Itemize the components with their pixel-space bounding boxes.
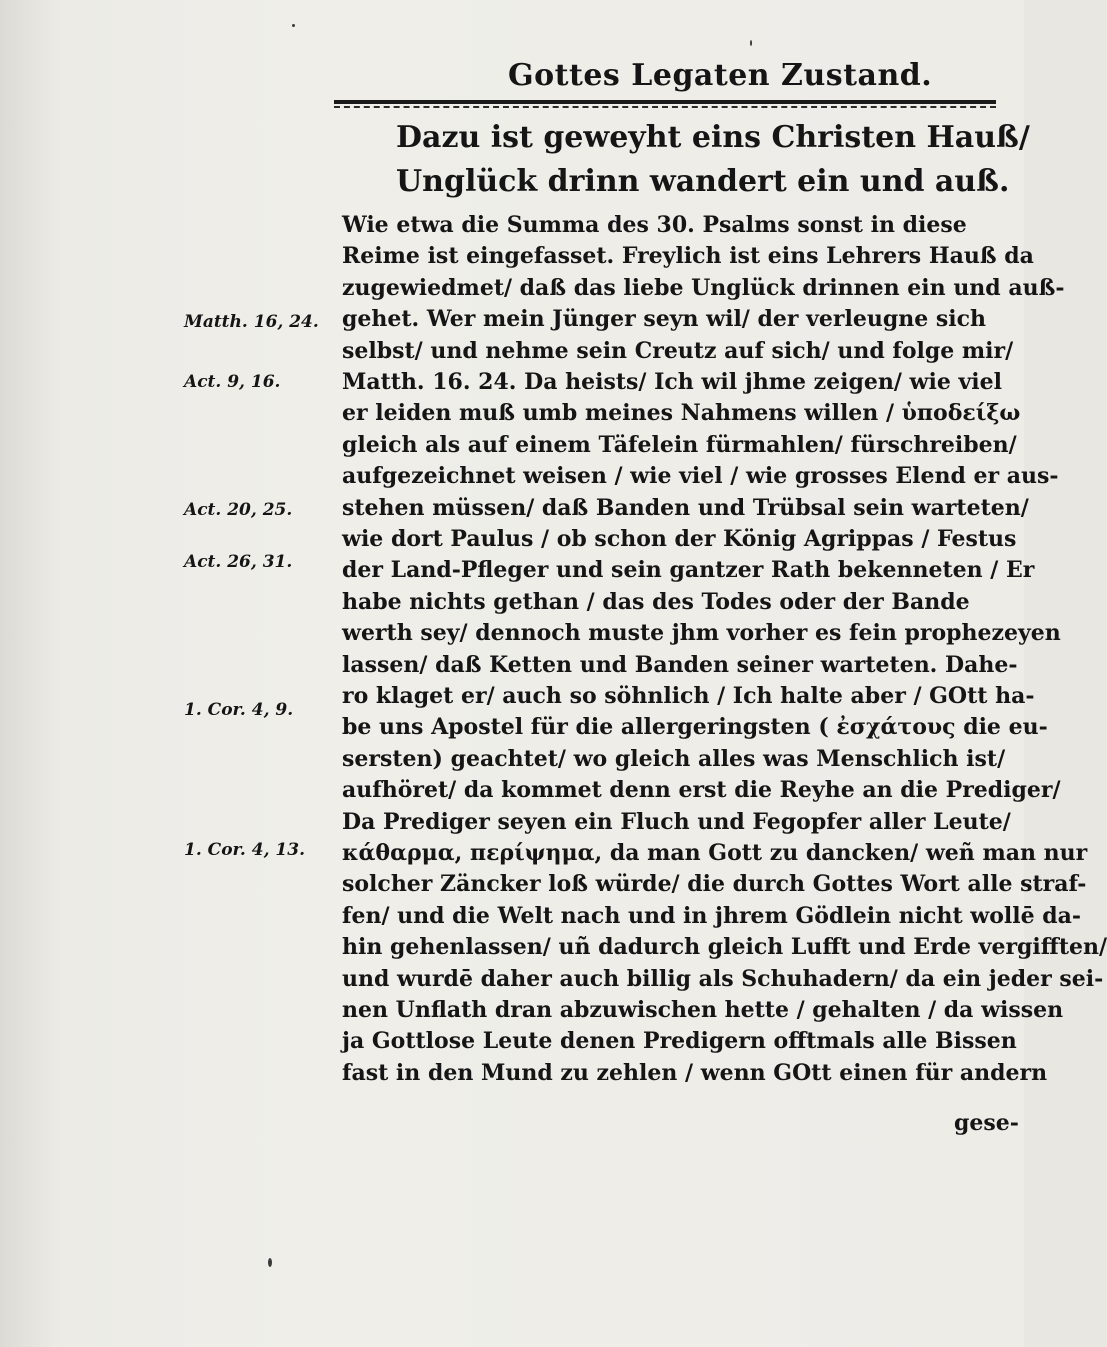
body-line: gleich als auf einem Täfelein fürmahlen/ fürschreiben/ — [342, 431, 1017, 458]
body-line: κάθαρμα, περίψημα, da man Gott zu dancken/ weñ man nur — [342, 840, 1088, 866]
margin-note-1: Matth. 16, 24. — [184, 312, 319, 332]
ink-speck — [292, 24, 295, 27]
body-line: solcher Zäncker loß würde/ die durch Gottes Wort alle straf- — [342, 871, 1087, 898]
body-line: selbst/ und nehme sein Creutz auf sich/ und folge mir/ — [342, 337, 1014, 364]
ink-speck — [268, 1258, 272, 1267]
body-line: werth sey/ dennoch muste jhm vorher es fein prophezeyen — [342, 620, 1061, 647]
body-line: gehet. Wer mein Jünger seyn wil/ der verleugne sich — [342, 306, 987, 333]
body-line: und wurdē daher auch billig als Schuhadern/ da ein jeder sei- — [342, 965, 1104, 992]
body-line: er leiden muß umb meines Nahmens willen / ὑποδείξω — [342, 400, 1021, 427]
margin-note-6: 1. Cor. 4, 13. — [184, 840, 306, 860]
body-line: der Land-Pfleger und sein gantzer Rath bekenneten / Er — [342, 557, 1035, 584]
body-line: wie dort Paulus / ob schon der König Agrippas / Festus — [342, 526, 1017, 552]
catchword: gese- — [954, 1110, 1019, 1136]
body-line: lassen/ daß Ketten und Banden seiner warteten. Dahe- — [342, 651, 1018, 678]
body-line: stehen müssen/ daß Banden und Trübsal sein warteten/ — [342, 494, 1029, 521]
body-line: aufgezeichnet weisen / wie viel / wie grosses Elend er aus- — [342, 463, 1059, 490]
body-line: ro klaget er/ auch so söhnlich / Ich halte aber / GOtt ha- — [342, 683, 1035, 709]
body-line: fen/ und die Welt nach und in jhrem Gödlein nicht wollē da- — [342, 902, 1082, 929]
body-line: nen Unflath dran abzuwischen hette / gehalten / da wissen — [342, 997, 1064, 1023]
margin-note-4: Act. 26, 31. — [184, 552, 293, 572]
body-line: habe nichts gethan / das des Todes oder der Bande — [342, 588, 970, 615]
body-line: fast in den Mund zu zehlen / wenn GOtt einen für andern — [342, 1059, 1048, 1086]
margin-note-3: Act. 20, 25. — [184, 500, 293, 520]
verse-line-2: Unglück drinn wandert ein und auß. — [396, 164, 1010, 199]
running-head: Gottes Legaten Zustand. — [508, 58, 933, 93]
body-line: Reime ist eingefasset. Freylich ist eins Lehrers Hauß da — [342, 243, 1034, 270]
body-line: Da Prediger seyen ein Fluch und Fegopfer aller Leute/ — [342, 808, 1011, 835]
header-rule — [334, 100, 996, 104]
body-line: aufhöret/ da kommet denn erst die Reyhe an die Prediger/ — [342, 777, 1061, 804]
margin-note-2: Act. 9, 16. — [184, 372, 281, 392]
verse-line-1: Dazu ist geweyht eins Christen Hauß/ — [396, 120, 1030, 155]
body-line: Wie etwa die Summa des 30. Psalms sonst in diese — [342, 212, 967, 238]
header-rule-dashed — [334, 106, 996, 108]
margin-note-5: 1. Cor. 4, 9. — [184, 700, 294, 720]
body-line: Matth. 16. 24. Da heists/ Ich wil jhme zeigen/ wie viel — [342, 369, 1002, 395]
body-line: sersten) geachtet/ wo gleich alles was Menschlich ist/ — [342, 745, 1006, 772]
body-line: be uns Apostel für die allergeringsten ( ἐσχάτους die eu- — [342, 714, 1048, 741]
body-line: zugewiedmet/ daß das liebe Unglück drinnen ein und auß- — [342, 274, 1065, 301]
body-line: ja Gottlose Leute denen Predigern offtmals alle Bissen — [342, 1028, 1017, 1055]
ink-speck — [750, 40, 752, 46]
body-line: hin gehenlassen/ uñ dadurch gleich Lufft und Erde vergifften/ — [342, 934, 1107, 961]
